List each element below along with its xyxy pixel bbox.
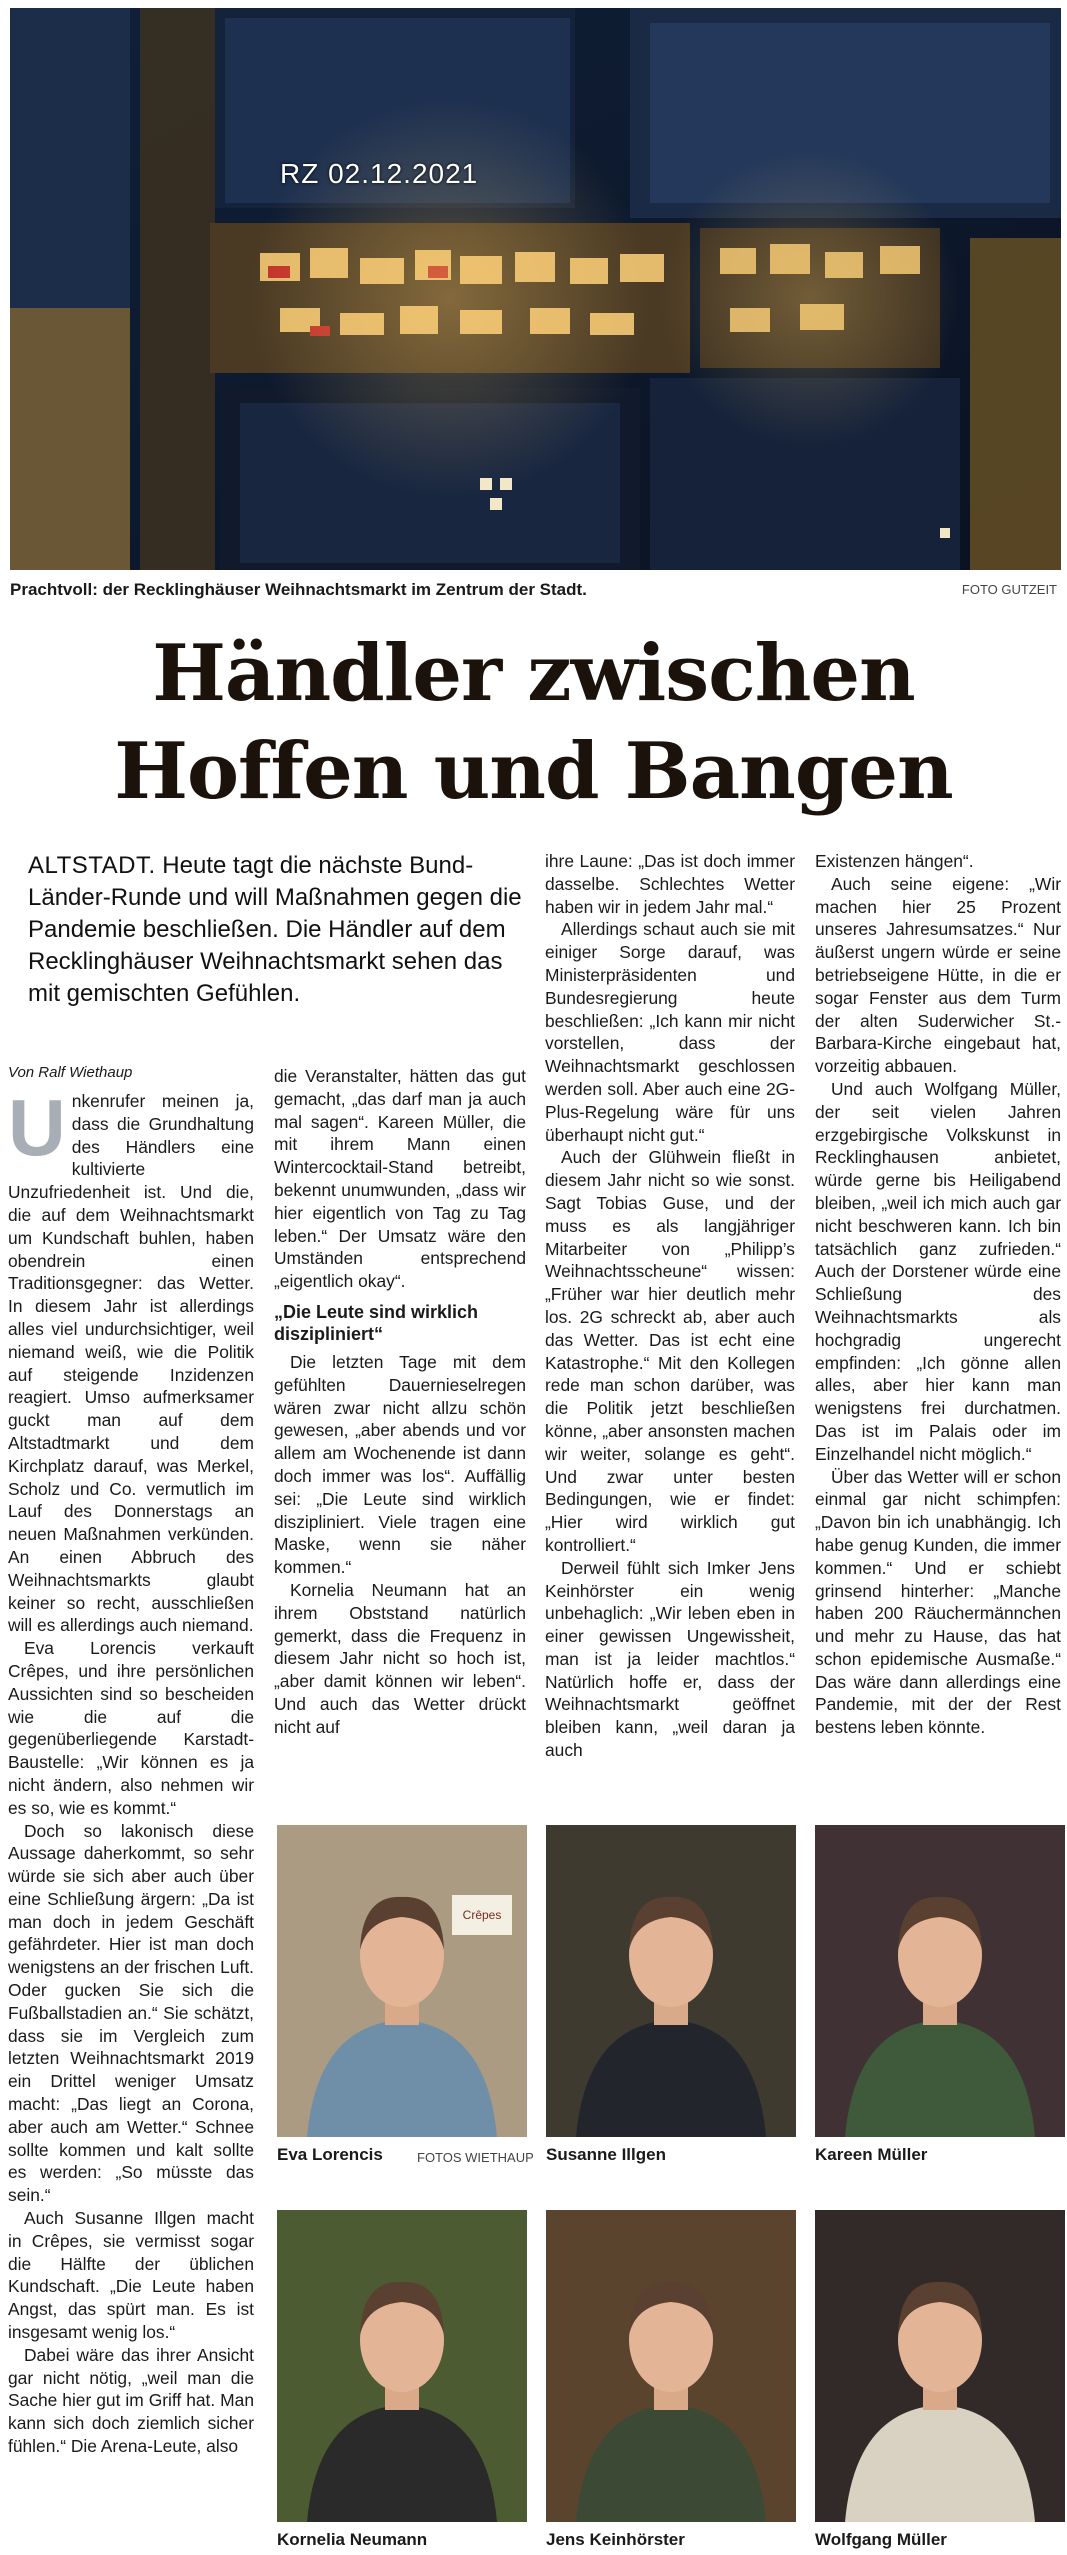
paragraph: Auch Susanne Illgen macht in Crêpes, sie vermisst sogar die Hälfte der üblichen Kundschaft. „Die Leute haben Angst, das spürt man. Es ist insgesamt wenig los.“ [8, 2208, 254, 2343]
lead-paragraph [28, 850, 533, 1010]
headline-line-2: Hoffen und Bangen [114, 726, 953, 817]
photo-caption [10, 580, 1061, 602]
paragraph: nkenrufer meinen ja, dass die Grundhaltung des Händlers eine kultivierte Unzufriedenheit ist. Und die, die auf dem Weihnachtsmarkt um Kundschaft buhlen, haben obendrein einen Traditionsgegner: das Wetter. In diesem Jahr ist allerdings alles viel undurchsichtiger, weil niemand weiß, wie die Politik auf steigende Inzidenzen reagiert. Umso aufmerksamer guckt man auf dem Altstadtmarkt und dem Kirchplatz darauf, was Merkel, Scholz und Co. vermutlich im Lauf des Donnerstags an neuen Maßnahmen verkünden. An einen Abbruch des Weihnachtsmarkts glaubt keiner so recht, ausschließen will es allerdings auch niemand. [8, 1091, 254, 1636]
paragraph: Doch so lakonisch diese Aussage daherkommt, so sehr würde sie sich aber auch über eine Schließung ärgern: „Da ist man doch in jedem Geschäft gefährdeter. Hier ist man doch wenigstens an der frischen Luft. Oder gucken Sie sich die Fußballstadien an.“ Sie schätzt, dass sie im Vergleich zum letzten Weihnachtsmarkt 2019 ein Drittel weniger Umsatz macht: „Das liegt an Corona, aber auch am Wetter.“ Schnee sollte kommen und kalt sollte es werden: „So müsste das sein.“ [8, 1820, 254, 2206]
person-photo-icon [546, 2210, 796, 2522]
paragraph: Eva Lorencis verkauft Crêpes, und ihre persönlichen Aussichten sind so bescheiden wie die auf die gegenüberliegende Karstadt-Baustelle: „Wir können es ja nicht ändern, also nehmen wir es so, wie es kommt.“ [8, 1638, 254, 1818]
person-photo-icon [546, 1825, 796, 2137]
portrait-label: Wolfgang Müller [815, 2530, 947, 2549]
paragraph: Auch der Glühwein fließt in diesem Jahr nicht so wie sonst. Sagt Tobias Guse, und der muss es als langjähriger Mitarbeiter von „Philipp’s Weihnachtsscheune“ wissen: „Früher war hier deutlich mehr los. 2G schreckt ab, aber auch das Wetter. Das ist echt eine Katastrophe.“ Mit den Kollegen rede man schon darüber, was die Politik jetzt beschließen könne, „aber ansonsten machen wir weiter, solange es geht“. Und zwar unter besten Bedingungen, wie er findet: „Hier wird wirklich gut kontrolliert.“ [545, 1147, 795, 1555]
portrait-photo [277, 1825, 527, 2137]
paragraph: Derweil fühlt sich Imker Jens Keinhörster ein wenig unbehaglich: „Wir leben eben in einer gewissen Ungewissheit, man ist ja leider machtlos.“ Natürlich hoffe er, dass der Weihnachtsmarkt geöffnet bleiben kann, „weil daran ja auch [545, 1557, 795, 1761]
paragraph: die Veranstalter, hätten das gut gemacht, „das darf man ja auch mal sagen“. Kareen Müller, die mit ihrem Mann einen Wintercocktail-Stand betreibt, bekennt unumwunden, „dass wir hier eigentlich von Tag zu Tag leben.“ Der Umsatz wäre den Umständen entsprechend „eigentlich okay“. [274, 1066, 526, 1292]
aerial-market-image [10, 8, 1061, 570]
article-column-3 [545, 850, 795, 1810]
paragraph: Und auch Wolfgang Müller, der seit vielen Jahren erzgebirgische Volkskunst in Recklinghausen anbietet, würde gerne bis Heiligabend bleiben, „weil ich mich auch gar nicht beschweren kann. Ich bin tatsächlich ganz zufrieden.“ Auch der Dorstener würde eine Schließung des Weihnachtsmarkts als hochgradig ungerecht empfinden: „Ich gönne allen alles, aber hier kann man wenigstens frei durchatmen. Das ist im Palais oder im Einzelhandel nicht möglich.“ [815, 1078, 1061, 1464]
article-column-2 [274, 1065, 526, 1810]
photo-credit: FOTO GUTZEIT [961, 582, 1057, 597]
paragraph: Auch seine eigene: „Wir machen hier 25 Prozent unseres Jahresumsatzes.“ Nur äußerst ungern würde er seine betriebseigene Hütte, in die er sogar Fenster aus dem Turm der alten Suderwicher St.-Barbara-Kirche eingebaut hat, vorzeitig abbauen. [815, 873, 1061, 1077]
portrait-label: Kareen Müller [815, 2145, 928, 2164]
portraits-credit: FOTOS WIETHAUP [417, 2150, 534, 2165]
portrait-photo [815, 1825, 1065, 2137]
caption-text: Prachtvoll: der Recklinghäuser Weihnachtsmarkt im Zentrum der Stadt. [10, 580, 587, 599]
paragraph: Allerdings schaut auch sie mit einiger Sorge darauf, was Ministerpräsidenten und Bundesregierung heute beschließen: „Ich kann mir nicht vorstellen, dass der Weihnachtsmarkt geschlossen werden soll. Aber auch eine 2G-Plus-Regelung wäre für uns überhaupt nicht gut.“ [545, 919, 795, 1145]
paragraph: Über das Wetter will er schon einmal gar nicht schimpfen: „Davon bin ich unabhängig. Ich habe genug Kunden, die immer kommen.“ Und er schiebt grinsend hinterher: „Manche haben 200 Räuchermännchen und mehr zu Hause, das hat schon epidemische Ausmaße.“ Das wäre dann allerdings eine Pandemie, mit der der Rest bestens leben könnte. [815, 1466, 1061, 1738]
portrait-photo [277, 2210, 527, 2522]
lead-text: Heute tagt die nächste Bund-Länder-Runde und will Maßnahmen gegen die Pandemie beschließen. Die Händler auf dem Recklinghäuser Weihnachtsmarkt sehen das mit gemischten Gefühlen. [28, 852, 522, 1007]
sign-text: Crêpes [452, 1895, 512, 1935]
paragraph: Dabei wäre das ihrer Ansicht gar nicht nötig, „weil man die Sache hier gut im Griff hat. Man kann sich doch ziemlich sicher fühlen.“ Die Arena-Leute, also [8, 2344, 254, 2457]
portrait-photo [815, 2210, 1065, 2522]
lead-location: ALTSTADT. [28, 852, 156, 879]
portrait-label: Eva Lorencis [277, 2145, 383, 2164]
portrait-photo [546, 2210, 796, 2522]
paragraph: Existenzen hängen“. [815, 851, 974, 871]
portrait-photo [546, 1825, 796, 2137]
person-photo-icon [277, 1825, 527, 2137]
dropcap: U [8, 1090, 66, 1172]
paragraph: Die letzten Tage mit dem gefühlten Dauernieselregen wären zwar nicht allzu schön gewesen, „aber abends und vor allem am Wochenende ist dann doch immer was los“. Auffällig sei: „Die Leute sind wirklich diszipliniert. Viele tragen eine Maske, wenn sie näher kommen.“ [274, 1351, 526, 1578]
article-column-1 [8, 1090, 254, 2555]
subheading: „Die Leute sind wirklich diszipliniert“ [274, 1301, 479, 1344]
article-column-4 [815, 850, 1061, 1810]
portrait-label: Susanne Illgen [546, 2145, 666, 2164]
person-photo-icon [815, 2210, 1065, 2522]
headline-line-1: Händler zwischen [152, 628, 915, 719]
paragraph: ihre Laune: „Das ist doch immer dasselbe. Schlechtes Wetter haben wir in jedem Jahr mal.“ [545, 851, 795, 917]
headline [0, 625, 1067, 821]
portrait-label: Jens Keinhörster [546, 2530, 685, 2549]
person-photo-icon [815, 1825, 1065, 2137]
portrait-label: Kornelia Neumann [277, 2530, 428, 2549]
paragraph: Kornelia Neumann hat an ihrem Obststand natürlich gemerkt, dass die Frequenz in diesem Jahr nicht so hoch ist, „aber damit können wir leben“. Und auch das Wetter drückt nicht auf [274, 1579, 526, 1737]
byline: Von Ralf Wiethaup [8, 1064, 133, 1081]
person-photo-icon [277, 2210, 527, 2522]
hero-photo [10, 8, 1061, 570]
date-stamp: RZ 02.12.2021 [280, 158, 479, 189]
